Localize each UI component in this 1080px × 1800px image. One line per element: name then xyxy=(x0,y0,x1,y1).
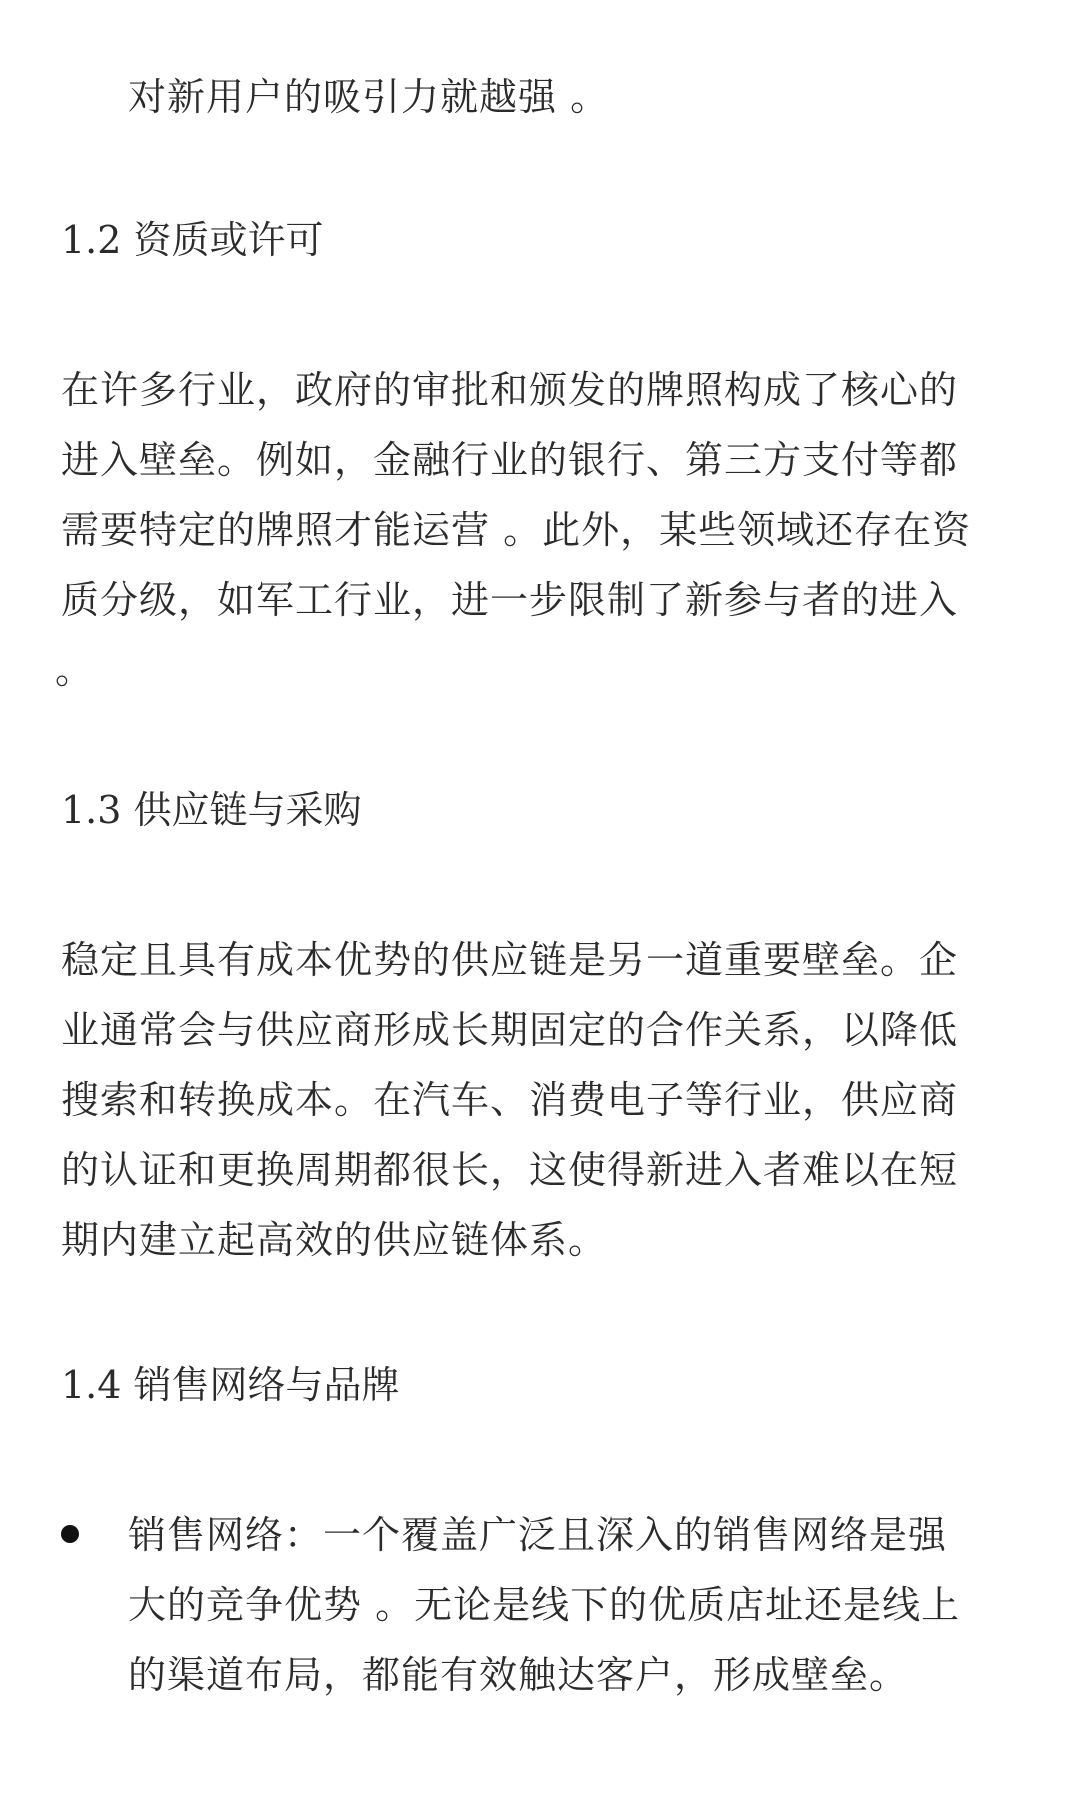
paragraph-line: 的认证和更换周期都很长，这使得新进入者难以在短 xyxy=(61,1148,959,1192)
bullet-dot-icon xyxy=(61,1525,79,1543)
section-heading-1-2: 1.2 资质或许可 xyxy=(61,218,324,262)
list-item-line: 的渠道布局，都能有效触达客户，形成壁垒。 xyxy=(128,1653,909,1697)
section-heading-1-4: 1.4 销售网络与品牌 xyxy=(61,1363,400,1407)
paragraph-line: 稳定且具有成本优势的供应链是另一道重要壁垒。企 xyxy=(61,938,959,982)
list-item-line: 大的竞争优势 。无论是线下的优质店址还是线上 xyxy=(128,1583,961,1627)
paragraph-line: 质分级，如军工行业，进一步限制了新参与者的进入 xyxy=(61,578,959,622)
paragraph-continuation: 对新用户的吸引力就越强 。 xyxy=(128,75,610,119)
paragraph-line: 期内建立起高效的供应链体系。 xyxy=(61,1218,608,1262)
section-heading-1-3: 1.3 供应链与采购 xyxy=(61,788,362,832)
paragraph-line: 进入壁垒。例如，金融行业的银行、第三方支付等都 xyxy=(61,438,959,482)
paragraph-line: 搜索和转换成本。在汽车、消费电子等行业，供应商 xyxy=(61,1078,959,1122)
paragraph-line: 在许多行业，政府的审批和颁发的牌照构成了核心的 xyxy=(61,368,959,412)
paragraph-line: 业通常会与供应商形成长期固定的合作关系，以降低 xyxy=(61,1008,959,1052)
paragraph-line: 。 xyxy=(55,648,95,692)
paragraph-line: 需要特定的牌照才能运营 。此外，某些领域还存在资 xyxy=(61,508,972,552)
list-item-line: 销售网络：一个覆盖广泛且深入的销售网络是强 xyxy=(128,1513,948,1557)
